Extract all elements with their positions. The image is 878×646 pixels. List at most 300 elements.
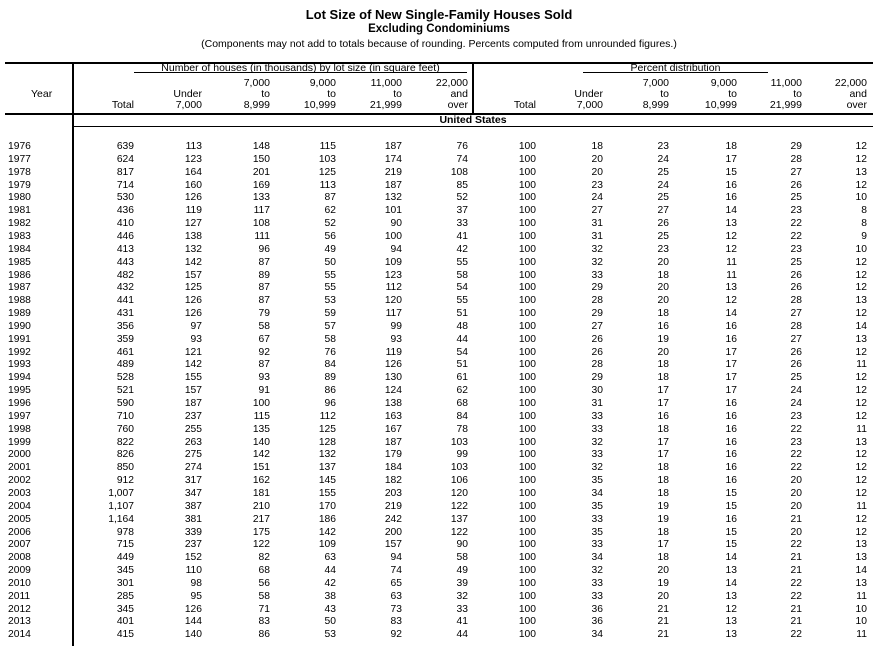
table-cell: 22: [790, 590, 802, 602]
table-cell: 17: [657, 539, 669, 551]
region-rule: [73, 126, 873, 127]
table-cell: 85: [456, 179, 468, 191]
table-cell: 16: [725, 475, 737, 487]
table-cell: 23: [790, 205, 802, 217]
table-row: [0, 334, 878, 345]
table-cell: 714: [116, 179, 134, 191]
table-cell: 100: [518, 603, 536, 615]
table-cell: 100: [518, 398, 536, 409]
table-cell: 21: [657, 603, 669, 615]
table-cell: 32: [456, 590, 468, 602]
table-cell: 28: [790, 320, 802, 332]
row-year: 2003: [8, 487, 31, 499]
table-cell: 126: [184, 295, 202, 307]
col-header-pct-under-7000: Under: [574, 88, 603, 100]
table-cell: 86: [258, 629, 270, 641]
table-cell: 100: [518, 230, 536, 242]
table-cell: 24: [657, 153, 669, 165]
table-cell: 122: [450, 526, 468, 538]
table-cell: 98: [190, 577, 202, 589]
table-row: [0, 539, 878, 550]
table-cell: 55: [324, 269, 336, 281]
table-cell: 17: [725, 359, 737, 371]
table-cell: 30: [591, 385, 603, 397]
table-cell: 160: [184, 179, 202, 191]
table-cell: 68: [258, 565, 270, 577]
table-cell: 79: [258, 308, 270, 320]
table-cell: 169: [252, 179, 270, 191]
table-cell: 9: [861, 230, 867, 242]
table-cell: 126: [184, 603, 202, 615]
table-row: [0, 257, 878, 268]
table-cell: 106: [450, 475, 468, 487]
table-row: [0, 424, 878, 435]
table-cell: 449: [116, 552, 134, 564]
table-cell: 359: [116, 333, 134, 345]
table-cell: 12: [855, 475, 867, 487]
table-row: [0, 578, 878, 589]
table-cell: 237: [184, 539, 202, 551]
row-year: 1995: [8, 385, 31, 397]
table-cell: 530: [116, 192, 134, 204]
table-cell: 912: [116, 475, 134, 487]
percent-group-header: Percent distribution: [630, 62, 721, 74]
table-cell: 12: [855, 282, 867, 294]
table-cell: 100: [518, 320, 536, 332]
table-cell: 132: [184, 243, 202, 255]
table-cell: 63: [324, 552, 336, 564]
table-cell: 90: [456, 539, 468, 551]
table-cell: 33: [591, 513, 603, 525]
table-cell: 413: [116, 243, 134, 255]
table-cell: 100: [518, 436, 536, 448]
table-cell: 13: [725, 282, 737, 294]
table-cell: 13: [855, 333, 867, 345]
table-cell: 49: [456, 565, 468, 577]
table-cell: 137: [318, 462, 336, 474]
table-cell: 33: [591, 410, 603, 422]
table-cell: 26: [657, 218, 669, 230]
table-cell: 181: [252, 487, 270, 499]
table-row: [0, 462, 878, 473]
table-cell: 639: [116, 141, 134, 152]
table-cell: 8: [861, 218, 867, 230]
table-cell: 12: [855, 256, 867, 268]
col-header-count-11000-21999: 21,999: [369, 99, 402, 111]
table-cell: 20: [790, 500, 802, 512]
table-cell: 17: [657, 385, 669, 397]
table-cell: 151: [252, 462, 270, 474]
table-cell: 100: [518, 513, 536, 525]
table-row: [0, 527, 878, 538]
table-cell: 163: [384, 410, 402, 422]
table-cell: 90: [390, 218, 402, 230]
table-cell: 27: [790, 166, 802, 178]
col-header-count-22000-over: over: [447, 99, 468, 111]
table-cell: 51: [456, 308, 468, 320]
table-cell: 10: [855, 243, 867, 255]
table-cell: 12: [725, 243, 737, 255]
table-cell: 187: [184, 398, 202, 409]
table-cell: 217: [252, 513, 270, 525]
table-row: [0, 244, 878, 255]
table-cell: 184: [384, 462, 402, 474]
col-header-count-7000-8999: 7,000: [243, 77, 270, 89]
table-cell: 113: [185, 141, 202, 152]
table-cell: 817: [116, 166, 134, 178]
table-cell: 125: [318, 423, 336, 435]
table-note: (Components may not add to totals because of rounding. Percents computed from unrounded figures.): [201, 38, 677, 50]
table-cell: 35: [591, 475, 603, 487]
table-cell: 34: [591, 629, 603, 641]
table-cell: 200: [384, 526, 402, 538]
row-year: 1980: [8, 192, 31, 204]
table-cell: 12: [855, 513, 867, 525]
table-cell: 157: [184, 385, 202, 397]
table-cell: 111: [254, 230, 270, 242]
col-header-pct-11000-21999: to: [793, 88, 802, 100]
row-year: 1988: [8, 295, 31, 307]
table-cell: 55: [456, 256, 468, 268]
table-cell: 301: [116, 577, 134, 589]
table-cell: 16: [725, 192, 737, 204]
table-cell: 219: [384, 166, 402, 178]
table-cell: 18: [657, 359, 669, 371]
table-cell: 16: [657, 320, 669, 332]
table-cell: 48: [456, 320, 468, 332]
col-header-pct-9000-10999: to: [728, 88, 737, 100]
row-year: 1987: [8, 282, 31, 294]
table-cell: 100: [518, 475, 536, 487]
table-cell: 100: [518, 141, 536, 152]
table-cell: 14: [855, 320, 867, 332]
table-cell: 12: [855, 346, 867, 358]
table-cell: 100: [518, 333, 536, 345]
table-row: [0, 501, 878, 512]
table-cell: 17: [657, 398, 669, 409]
table-cell: 20: [657, 282, 669, 294]
table-cell: 461: [116, 346, 134, 358]
table-cell: 18: [657, 552, 669, 564]
table-cell: 100: [518, 256, 536, 268]
table-cell: 28: [790, 153, 802, 165]
table-cell: 187: [384, 436, 402, 448]
table-cell: 12: [725, 603, 737, 615]
table-cell: 164: [184, 166, 202, 178]
table-cell: 710: [116, 410, 134, 422]
col-header-count-22000-over: and: [450, 88, 468, 100]
table-cell: 108: [450, 166, 468, 178]
table-cell: 22: [790, 629, 802, 641]
table-cell: 117: [385, 308, 402, 320]
table-row: [0, 437, 878, 448]
table-cell: 20: [657, 565, 669, 577]
table-cell: 55: [456, 295, 468, 307]
table-cell: 44: [456, 629, 468, 641]
table-cell: 528: [116, 372, 134, 384]
col-header-pct-22000-over: over: [846, 99, 867, 111]
table-cell: 92: [258, 346, 270, 358]
table-cell: 112: [385, 282, 402, 294]
table-cell: 13: [725, 590, 737, 602]
table-cell: 100: [518, 565, 536, 577]
table-cell: 22: [790, 218, 802, 230]
table-cell: 15: [725, 166, 737, 178]
row-year: 1999: [8, 436, 31, 448]
table-row: [0, 565, 878, 576]
table-cell: 174: [384, 153, 402, 165]
table-cell: 16: [725, 398, 737, 409]
table-cell: 521: [116, 385, 134, 397]
table-row: [0, 604, 878, 615]
table-cell: 24: [790, 398, 802, 409]
table-cell: 387: [184, 500, 202, 512]
row-year: 1986: [8, 269, 31, 281]
table-cell: 20: [790, 475, 802, 487]
table-cell: 138: [184, 230, 202, 242]
table-cell: 33: [591, 590, 603, 602]
table-cell: 138: [384, 398, 402, 409]
table-cell: 33: [591, 449, 603, 461]
table-cell: 123: [384, 269, 402, 281]
table-cell: 11: [856, 500, 867, 512]
table-cell: 15: [725, 526, 737, 538]
table-cell: 12: [855, 269, 867, 281]
table-cell: 13: [855, 436, 867, 448]
col-header-count-total: Total: [111, 99, 134, 111]
row-year: 1993: [8, 359, 31, 371]
table-cell: 20: [657, 346, 669, 358]
table-cell: 100: [518, 577, 536, 589]
col-header-pct-11000-21999: 11,000: [770, 77, 802, 89]
table-cell: 100: [518, 346, 536, 358]
table-row: [0, 154, 878, 165]
table-cell: 16: [725, 462, 737, 474]
table-cell: 100: [518, 179, 536, 191]
table-cell: 87: [258, 295, 270, 307]
table-cell: 182: [384, 475, 402, 487]
table-cell: 35: [591, 500, 603, 512]
row-year: 2008: [8, 552, 31, 564]
table-cell: 49: [324, 243, 336, 255]
table-cell: 71: [258, 603, 270, 615]
table-cell: 1,107: [108, 500, 134, 512]
table-cell: 74: [390, 565, 402, 577]
table-cell: 157: [384, 539, 402, 551]
table-cell: 33: [591, 577, 603, 589]
table-cell: 33: [591, 269, 603, 281]
table-subtitle: Excluding Condominiums: [368, 23, 510, 35]
table-cell: 117: [253, 205, 270, 217]
table-cell: 110: [185, 565, 202, 577]
table-cell: 100: [518, 487, 536, 499]
row-year: 2007: [8, 539, 31, 551]
table-cell: 18: [591, 141, 603, 152]
row-year: 2010: [8, 577, 31, 589]
table-cell: 91: [258, 385, 270, 397]
row-year: 2014: [8, 629, 31, 641]
table-cell: 157: [184, 269, 202, 281]
table-cell: 14: [725, 308, 737, 320]
table-row: [0, 192, 878, 203]
table-cell: 52: [456, 192, 468, 204]
table-row: [0, 488, 878, 499]
table-cell: 73: [390, 603, 402, 615]
table-cell: 1,164: [108, 513, 134, 525]
table-cell: 53: [324, 295, 336, 307]
table-cell: 13: [725, 218, 737, 230]
table-cell: 13: [855, 539, 867, 551]
table-cell: 52: [324, 218, 336, 230]
table-cell: 56: [324, 230, 336, 242]
table-cell: 32: [591, 462, 603, 474]
table-cell: 22: [790, 462, 802, 474]
count-group-header: Number of houses (in thousands) by lot size (in square feet): [161, 62, 440, 74]
table-cell: 441: [116, 295, 134, 307]
table-cell: 100: [518, 590, 536, 602]
table-cell: 16: [725, 449, 737, 461]
table-cell: 142: [184, 359, 202, 371]
table-cell: 31: [591, 230, 603, 242]
row-year: 2013: [8, 616, 31, 628]
table-cell: 128: [318, 436, 336, 448]
table-cell: 54: [456, 282, 468, 294]
col-header-pct-7000-8999: 8,999: [642, 99, 669, 111]
table-cell: 53: [324, 629, 336, 641]
table-cell: 210: [252, 500, 270, 512]
table-row: [0, 282, 878, 293]
col-header-count-7000-8999: 8,999: [243, 99, 270, 111]
table-cell: 122: [450, 500, 468, 512]
table-cell: 12: [855, 398, 867, 409]
table-cell: 20: [657, 295, 669, 307]
table-cell: 135: [252, 423, 270, 435]
table-cell: 13: [725, 565, 737, 577]
table-cell: 130: [384, 372, 402, 384]
table-cell: 22: [790, 449, 802, 461]
table-cell: 162: [252, 475, 270, 487]
table-cell: 401: [116, 616, 134, 628]
table-cell: 18: [657, 372, 669, 384]
table-cell: 17: [657, 436, 669, 448]
table-row: [0, 475, 878, 486]
col-header-count-9000-10999: 9,000: [309, 77, 336, 89]
table-cell: 431: [116, 308, 134, 320]
table-cell: 12: [855, 449, 867, 461]
table-cell: 10: [855, 603, 867, 615]
row-year: 1984: [8, 243, 31, 255]
col-header-pct-7000-8999: to: [660, 88, 669, 100]
table-cell: 36: [591, 603, 603, 615]
table-row: [0, 514, 878, 525]
table-row: [0, 552, 878, 563]
table-cell: 21: [790, 603, 802, 615]
table-cell: 55: [324, 282, 336, 294]
table-cell: 11: [726, 256, 737, 268]
row-year: 1978: [8, 166, 31, 178]
col-header-count-under-7000: 7,000: [175, 99, 202, 111]
table-cell: 74: [456, 153, 468, 165]
table-cell: 26: [790, 179, 802, 191]
table-cell: 13: [725, 629, 737, 641]
table-row: [0, 180, 878, 191]
table-cell: 23: [591, 179, 603, 191]
table-cell: 275: [184, 449, 202, 461]
table-cell: 17: [657, 449, 669, 461]
table-cell: 11: [726, 269, 737, 281]
table-cell: 317: [184, 475, 202, 487]
table-cell: 203: [384, 487, 402, 499]
col-header-count-11000-21999: 11,000: [370, 77, 402, 89]
table-cell: 15: [725, 539, 737, 551]
table-cell: 482: [116, 269, 134, 281]
table-cell: 12: [855, 179, 867, 191]
table-cell: 123: [184, 153, 202, 165]
col-header-count-under-7000: Under: [173, 88, 202, 100]
table-cell: 24: [657, 179, 669, 191]
col-header-pct-9000-10999: 10,999: [704, 99, 737, 111]
table-cell: 17: [725, 153, 737, 165]
table-cell: 12: [725, 295, 737, 307]
table-cell: 415: [116, 629, 134, 641]
table-cell: 25: [790, 372, 802, 384]
table-cell: 822: [116, 436, 134, 448]
table-cell: 27: [591, 320, 603, 332]
table-cell: 127: [184, 218, 202, 230]
table-cell: 20: [657, 590, 669, 602]
table-cell: 25: [790, 192, 802, 204]
table-cell: 119: [385, 346, 402, 358]
table-cell: 76: [456, 141, 468, 152]
row-year: 2004: [8, 500, 31, 512]
table-cell: 34: [591, 487, 603, 499]
table-cell: 25: [790, 256, 802, 268]
table-cell: 26: [790, 269, 802, 281]
table-cell: 100: [518, 269, 536, 281]
table-cell: 23: [790, 243, 802, 255]
table-cell: 144: [184, 616, 202, 628]
table-cell: 446: [116, 230, 134, 242]
table-cell: 13: [855, 295, 867, 307]
table-cell: 100: [252, 398, 270, 409]
table-cell: 27: [591, 205, 603, 217]
table-cell: 32: [591, 243, 603, 255]
table-cell: 84: [324, 359, 336, 371]
table-cell: 100: [518, 410, 536, 422]
table-cell: 345: [116, 565, 134, 577]
table-cell: 100: [518, 449, 536, 461]
table-cell: 61: [456, 372, 468, 384]
table-cell: 381: [184, 513, 202, 525]
row-year: 2009: [8, 565, 31, 577]
table-cell: 12: [855, 141, 867, 152]
table-row: [0, 167, 878, 178]
table-cell: 16: [725, 320, 737, 332]
table-cell: 26: [591, 346, 603, 358]
table-cell: 16: [725, 513, 737, 525]
table-cell: 19: [657, 333, 669, 345]
table-cell: 31: [591, 218, 603, 230]
table-cell: 16: [657, 410, 669, 422]
table-cell: 850: [116, 462, 134, 474]
table-cell: 35: [591, 526, 603, 538]
table-cell: 100: [518, 539, 536, 551]
table-cell: 13: [855, 577, 867, 589]
table-cell: 274: [184, 462, 202, 474]
table-cell: 21: [657, 629, 669, 641]
table-cell: 58: [456, 552, 468, 564]
table-cell: 44: [456, 333, 468, 345]
